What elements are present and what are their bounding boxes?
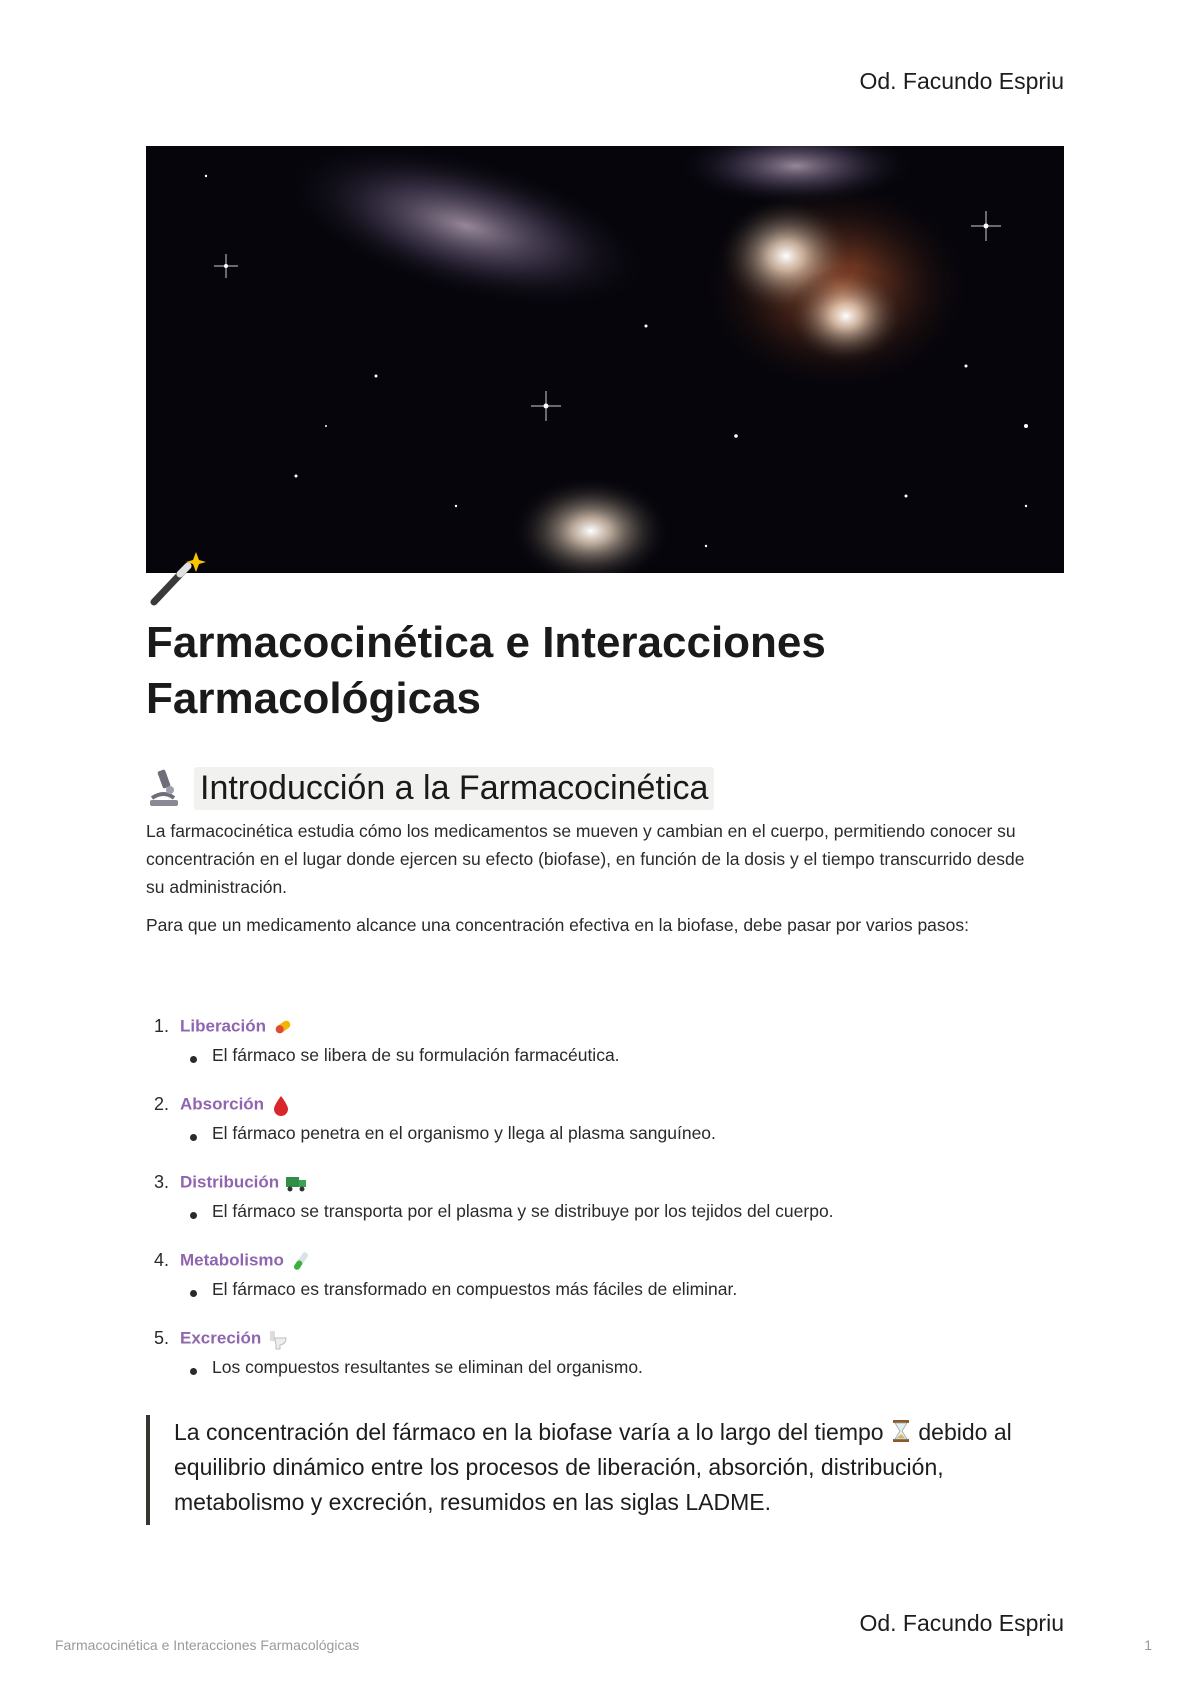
magic-wand-icon [146,548,206,608]
footer-document-title: Farmacocinética e Interacciones Farmacológicas [55,1637,360,1653]
hourglass-icon [892,1419,910,1443]
step-number: 1. [154,1016,170,1036]
bullet [190,1056,197,1063]
pill-icon [272,1016,294,1038]
intro-paragraph: La farmacocinética estudia cómo los medicamentos se mueven y cambian en el cuerpo, permitiendo conocer su concentración en el lugar donde ejercen su efecto (biofase), en función de la dosis y el tiempo transcurrido desde su administración. [146,821,1025,897]
step-name: Liberación [180,1016,294,1038]
step-name: Excreción [180,1328,289,1350]
step-name: Absorción [180,1094,292,1116]
step-number: 3. [154,1172,170,1192]
list-item [146,1322,1046,1400]
bullet [190,1212,197,1219]
list-item [146,1244,1046,1322]
step-description: El fármaco se libera de su formulación farmacéutica. [212,1045,620,1065]
drop-of-blood-icon [270,1094,292,1116]
step-number: 4. [154,1250,170,1270]
cover-image [146,146,1064,573]
section-heading-text: Introducción a la Farmacocinética [194,767,714,810]
section-heading [146,764,714,812]
step-name: Metabolismo [180,1250,312,1272]
bullet [190,1134,197,1141]
microscope-icon [146,768,182,808]
step-name: Distribución [180,1172,307,1194]
ladme-steps-list [146,1010,1046,1400]
page-number: 1 [1144,1637,1152,1653]
toilet-icon [267,1328,289,1350]
list-item [146,1088,1046,1166]
quote-text: La concentración del fármaco en la biofase varía a lo largo del tiempo debido al equilibrio dinámico entre los procesos de liberación, absorción, distribución, metabolismo y excreción, resumidos en las siglas LADME. [174,1419,1012,1515]
page-title: Farmacocinética e Interacciones Farmacológicas [146,618,826,723]
bullet [190,1290,197,1297]
quote-block [146,1415,1046,1525]
step-number: 2. [154,1094,170,1114]
header-author: Od. Facundo Espriu [859,68,1064,94]
step-number: 5. [154,1328,170,1348]
steps-intro-paragraph: Para que un medicamento alcance una concentración efectiva en la biofase, debe pasar por varios pasos: [146,915,970,935]
galaxy-cover-image [146,146,1064,573]
bullet [190,1368,197,1375]
list-item [146,1010,1046,1088]
footer-author: Od. Facundo Espriu [859,1610,1064,1636]
step-description: El fármaco es transformado en compuestos más fáciles de eliminar. [212,1279,738,1299]
step-description: El fármaco penetra en el organismo y llega al plasma sanguíneo. [212,1123,716,1143]
step-description: Los compuestos resultantes se eliminan del organismo. [212,1357,643,1377]
delivery-truck-icon [285,1172,307,1194]
step-description: El fármaco se transporta por el plasma y se distribuye por los tejidos del cuerpo. [212,1201,834,1221]
test-tube-icon [290,1250,312,1272]
list-item [146,1166,1046,1244]
